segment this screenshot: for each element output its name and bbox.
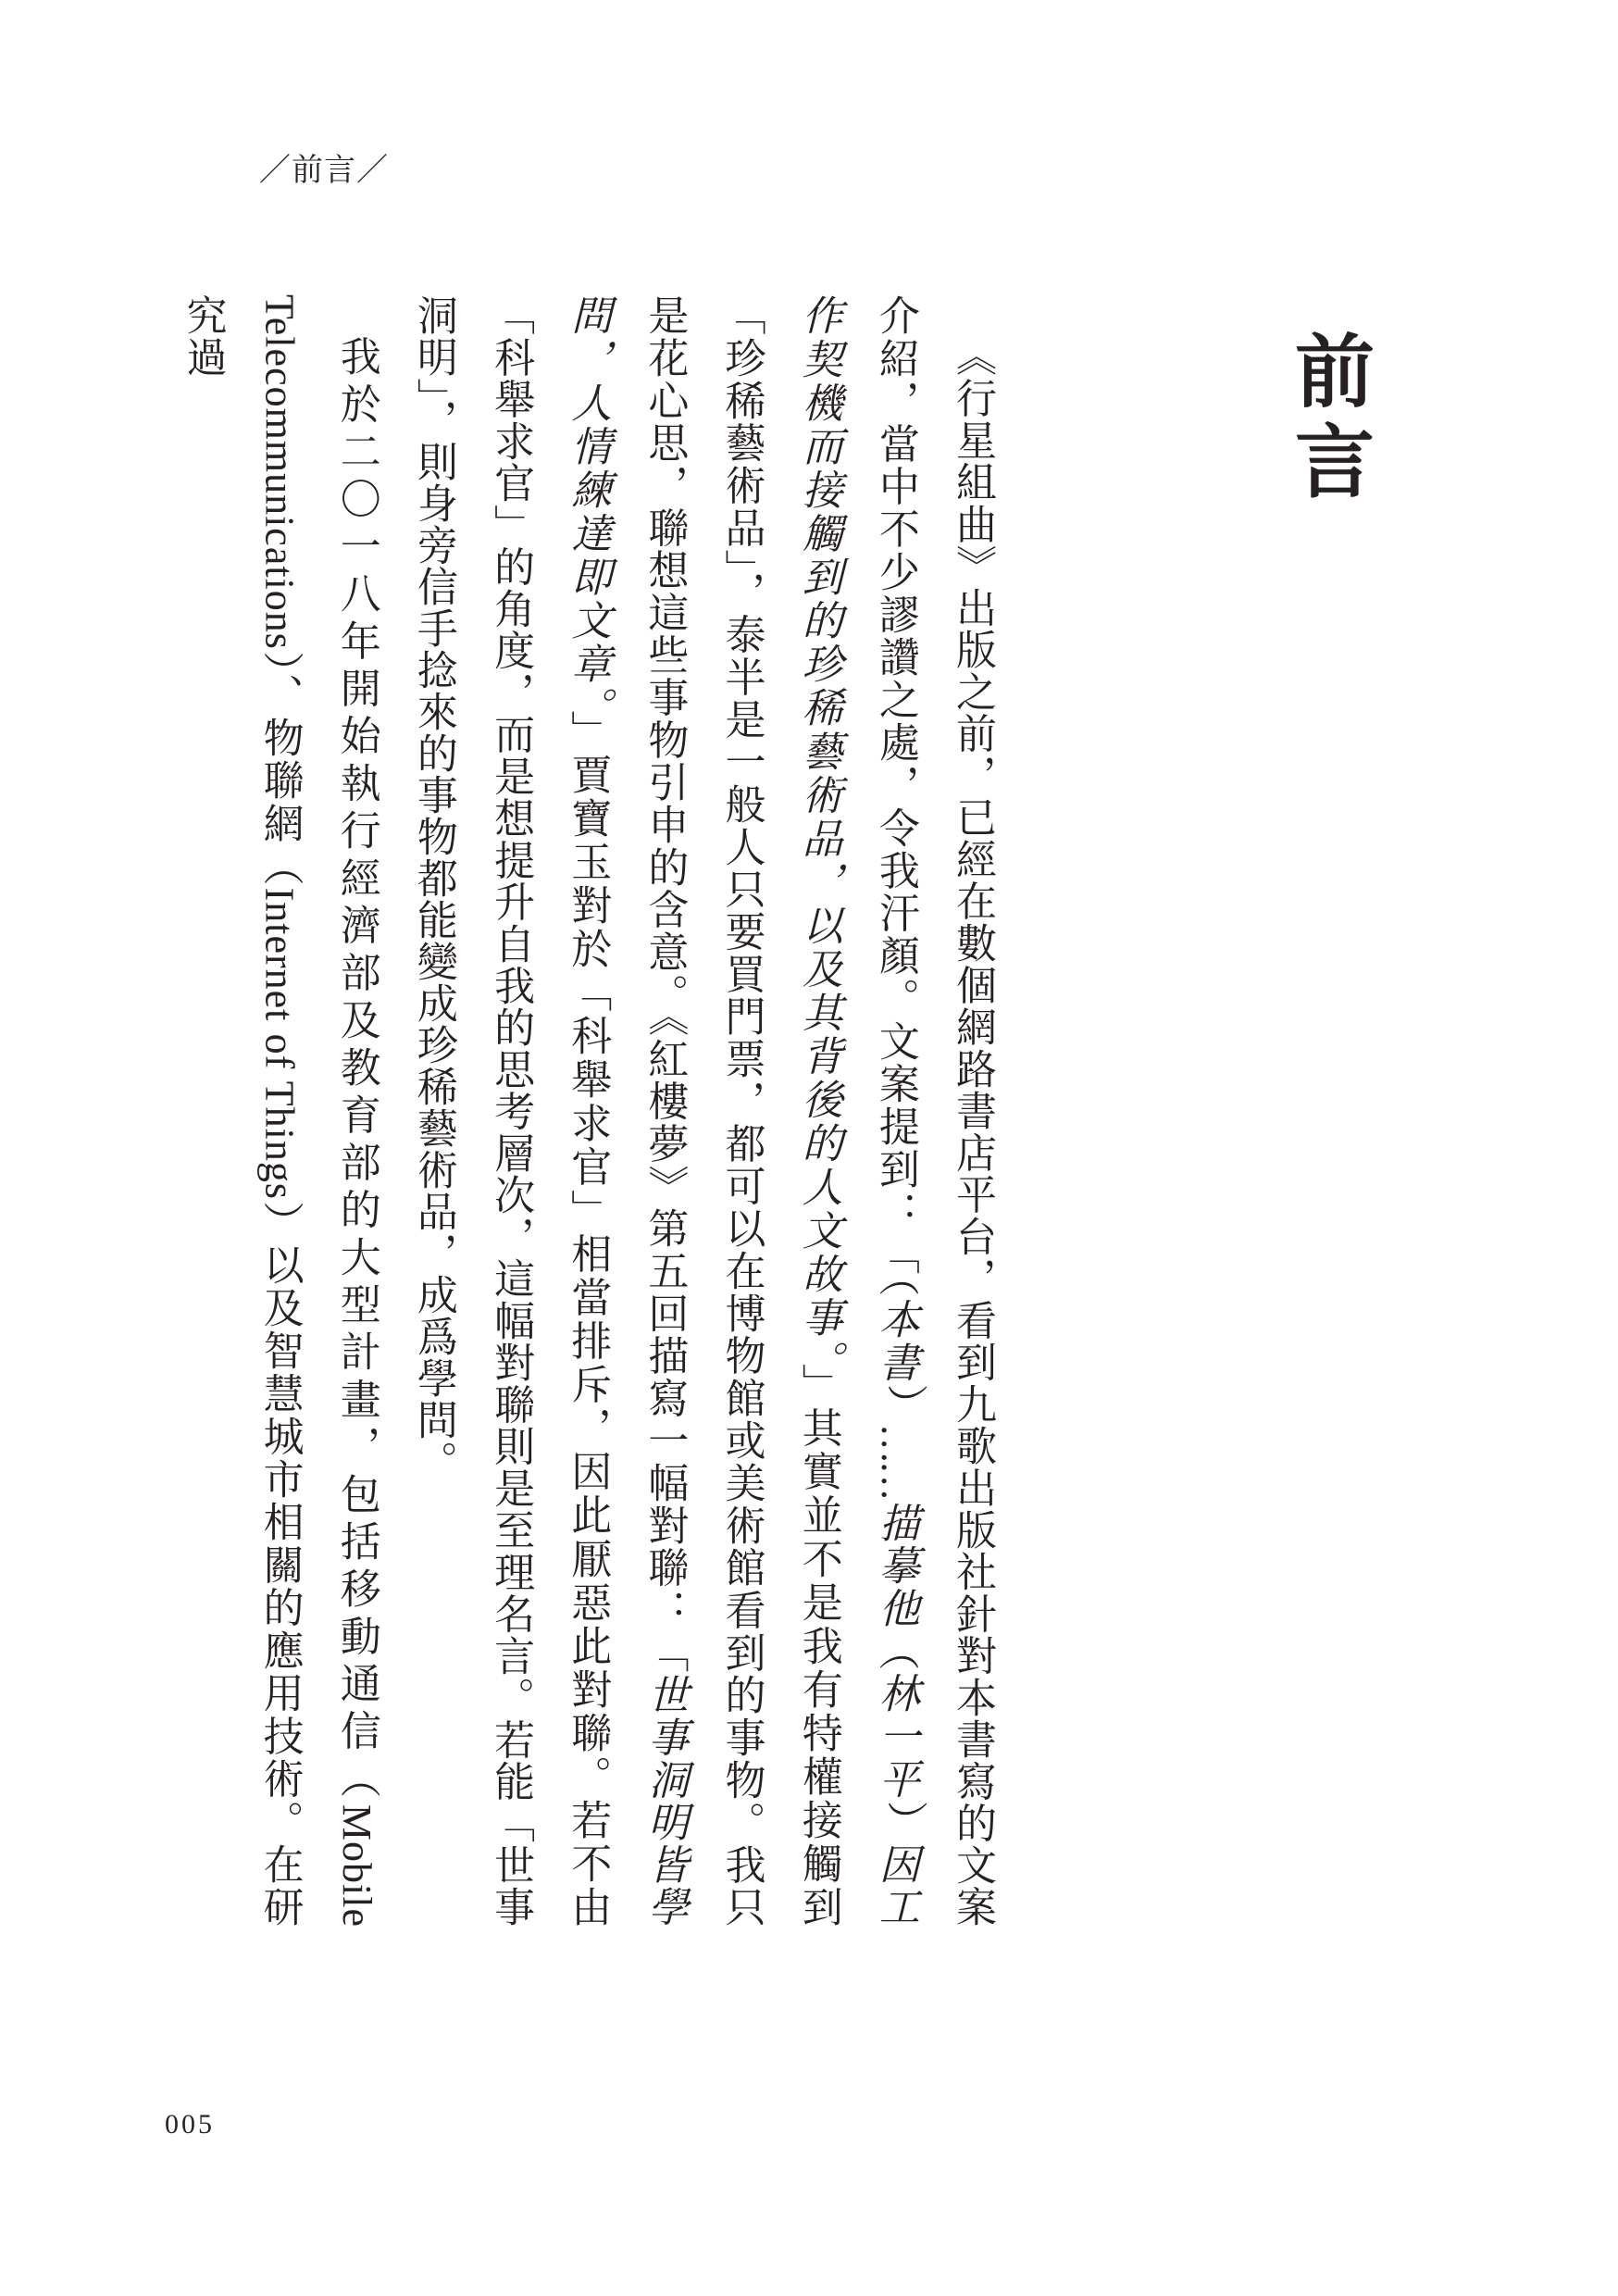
text-run-quote-italic: （本書）……描摹他（林一平）因工作契機而接觸到的珍稀藝術品，以及其背後的人文故事。 bbox=[795, 294, 918, 1928]
text-run-quote-italic: 世事洞明皆學問，人情練達即文章。 bbox=[565, 294, 688, 1928]
text-run-regular: 我於二〇一八年開始執行經濟部及教育部的大型計畫，包括移動通信（Mobile Telecommunications）、物聯網（Internet of Things）以及智慧城市相關的應用技術。在研究過 bbox=[180, 294, 380, 1928]
body-text bbox=[164, 294, 1011, 1928]
text-run-regular: 」其實並不是我有特權接觸到「珍稀藝術品」，泰半是一般人只要買門票，都可以在博物館或美術館看到的事物。我只是花心思，聯想這些事物引申的含意。《紅樓夢》第五回描寫一幅對聯：「 bbox=[641, 294, 841, 1928]
text-run-regular: 」賈寶玉對於「科舉求官」相當排斥，因此厭惡此對聯。若不由「科舉求官」的角度，而是想提升自我的思考層次，這幅對聯則是至理名言。若能「世事洞明」，則身旁信手捻來的事物都能變成珍稀藝術品，成爲學問。 bbox=[410, 294, 611, 1928]
page-number: 005 bbox=[165, 2109, 215, 2140]
paragraph-1 bbox=[395, 294, 1011, 1928]
paragraph-2 bbox=[164, 294, 394, 1928]
chapter-title: 前言 bbox=[1283, 330, 1372, 510]
running-header: ／前言／ bbox=[259, 154, 389, 188]
text-run-regular: 《行星組曲》出版之前，已經在數個網路書店平台，看到九歌出版社針對本書寫的文案介紹，當中不少謬讚之處，令我汗顏。文案提到：「 bbox=[872, 294, 995, 1928]
